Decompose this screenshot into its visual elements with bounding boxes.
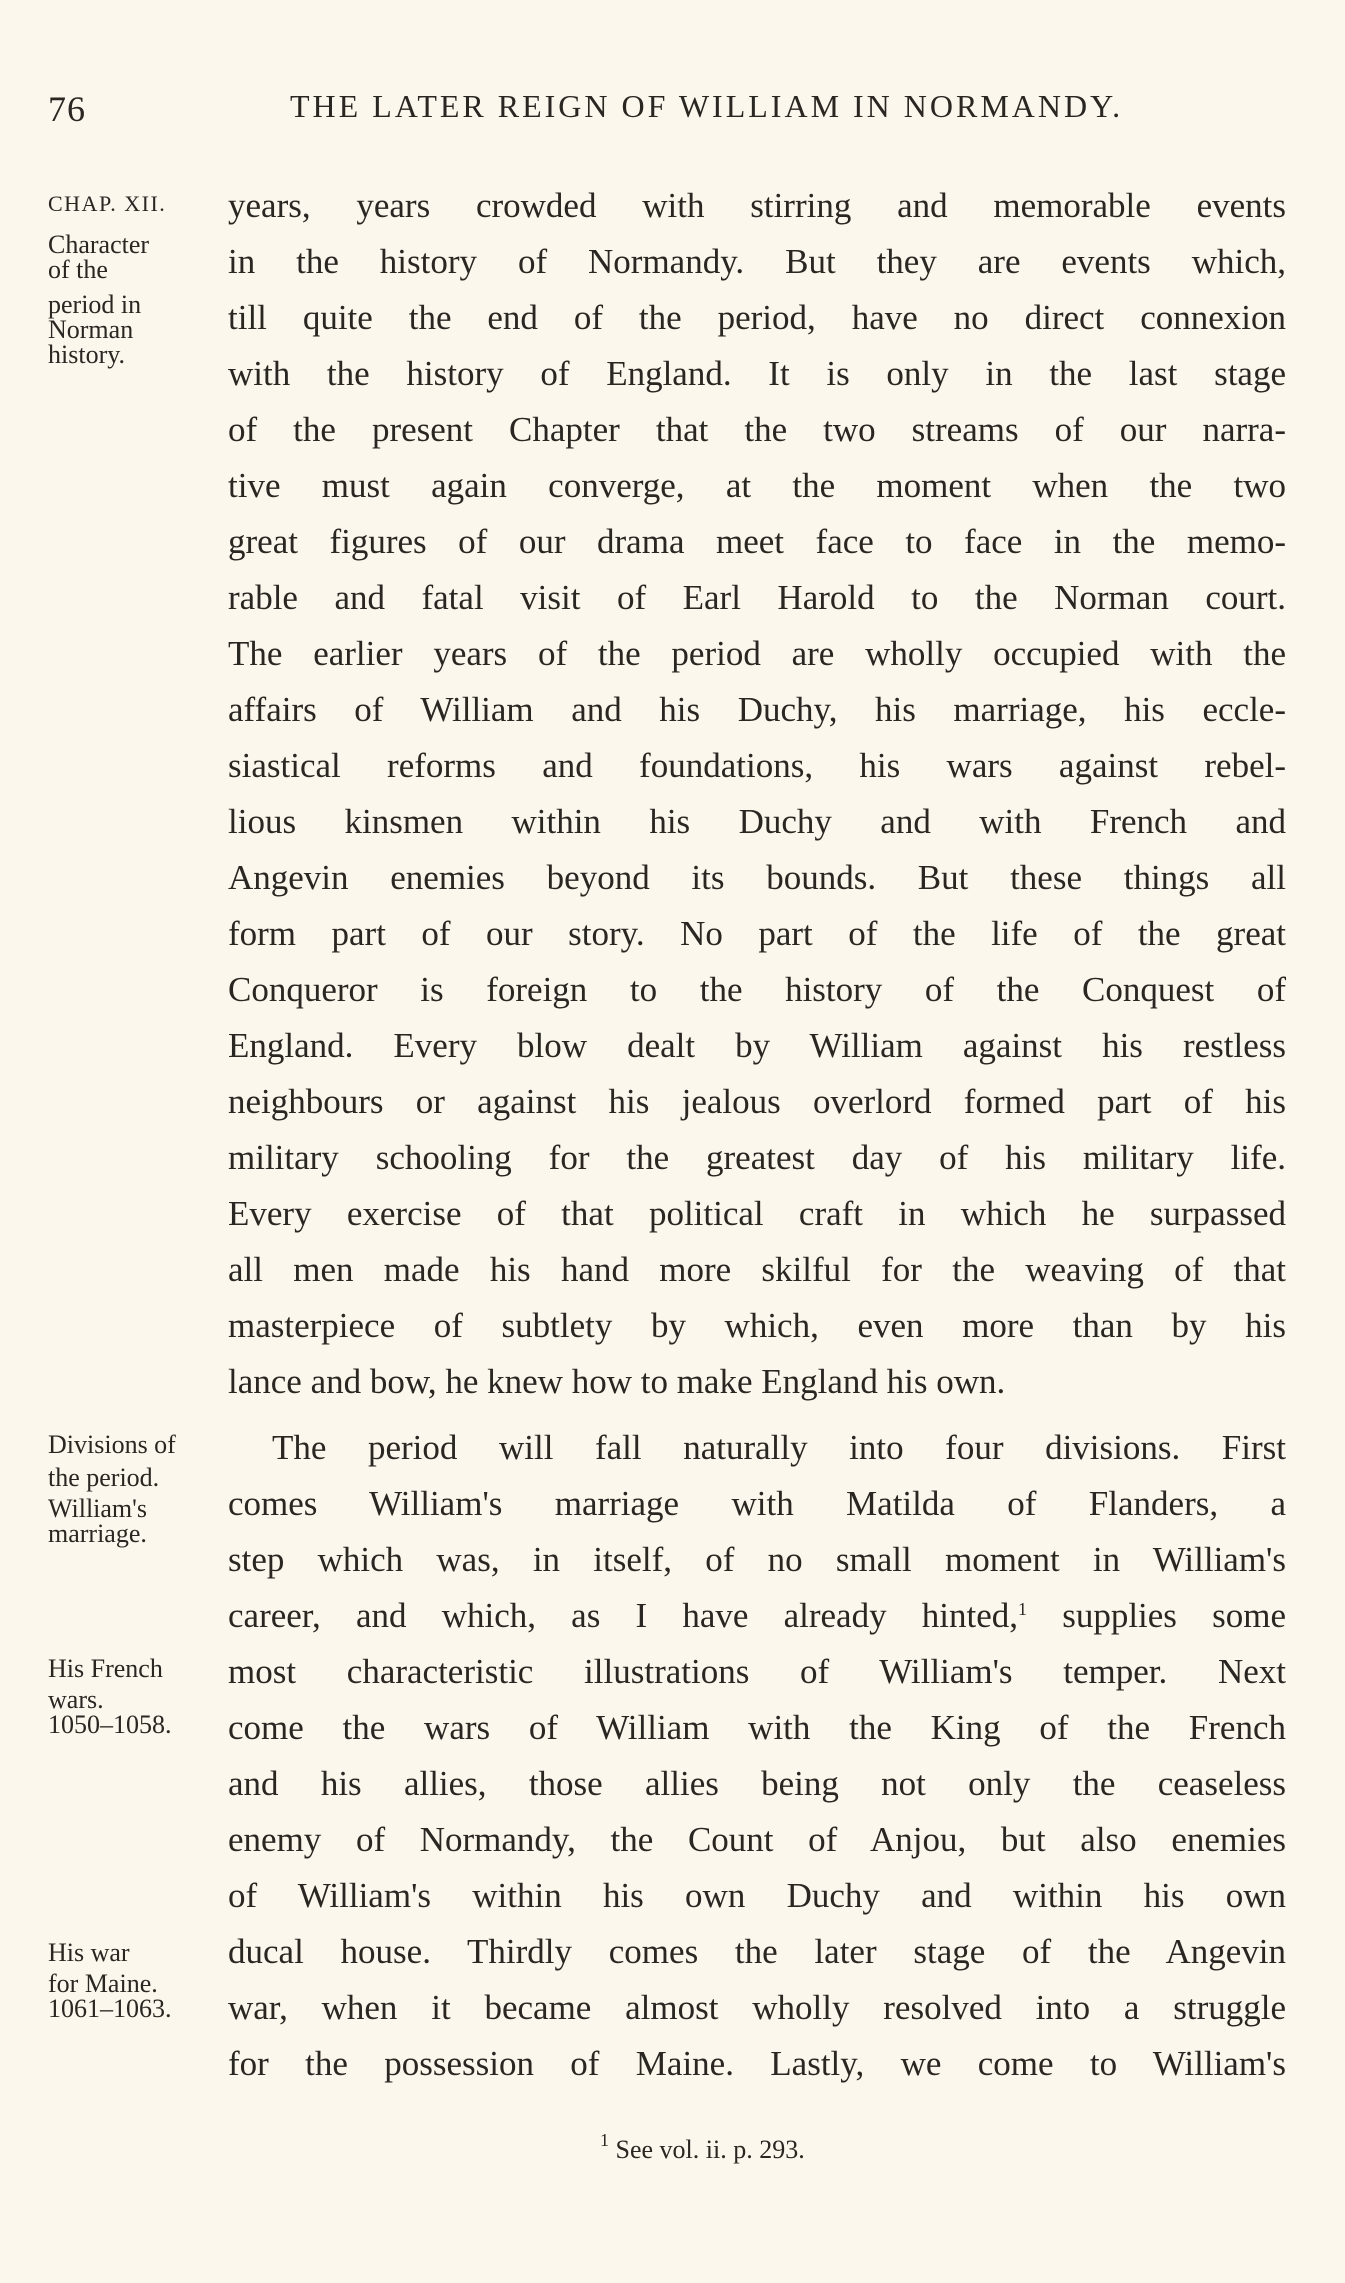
body-line: career, and which, as I have already hinted,$^1$ supplies some (228, 1596, 1286, 1635)
margin-note-character: Character of the period in Norman history. (48, 230, 150, 369)
page-number: 76 (48, 89, 86, 129)
body-line: enemy of Normandy, the Count of Anjou, but also enemies (228, 1820, 1286, 1859)
body-line: affairs of William and his Duchy, his marriage, his eccle- (228, 690, 1286, 729)
body-line: all men made his hand more skilful for the weaving of that (228, 1250, 1286, 1289)
body-line: masterpiece of subtlety by which, even more than by his (228, 1306, 1286, 1345)
body-line: rable and fatal visit of Earl Harold to the Norman court. (228, 578, 1286, 617)
footnote-reference: 1 (1018, 1599, 1028, 1619)
body-line: most characteristic illustrations of William's temper. Next (228, 1652, 1286, 1691)
body-line: lance and bow, he knew how to make England his own. (228, 1362, 1006, 1401)
body-line: till quite the end of the period, have no direct connexion (228, 298, 1286, 337)
body-line: of William's within his own Duchy and within his own (228, 1876, 1286, 1915)
body-line: of the present Chapter that the two streams of our narra- (228, 410, 1286, 449)
body-line: step which was, in itself, of no small moment in William's (228, 1540, 1286, 1579)
body-line: siastical reforms and foundations, his wars against rebel- (228, 746, 1286, 785)
body-line: Angevin enemies beyond its bounds. But these things all (228, 858, 1286, 897)
body-line: with the history of England. It is only in the last stage (228, 354, 1286, 393)
body-line: great figures of our drama meet face to face in the memo- (228, 522, 1286, 561)
body-line: military schooling for the greatest day of his military life. (228, 1138, 1286, 1177)
body-line: and his allies, those allies being not only the ceaseless (228, 1764, 1286, 1803)
body-line: comes William's marriage with Matilda of Flanders, a (228, 1484, 1286, 1523)
margin-note-maine-war: His war for Maine. 1061–1063. (48, 1938, 172, 2023)
body-line: The earlier years of the period are wholly occupied with the (228, 634, 1286, 673)
paragraph-start-line: The period will fall naturally into four divisions. First (272, 1428, 1286, 1467)
body-line: war, when it became almost wholly resolved into a struggle (228, 1988, 1286, 2027)
body-line: tive must again converge, at the moment when the two (228, 466, 1286, 505)
margin-note-french-wars: His French wars. 1050–1058. (48, 1654, 172, 1739)
body-line: in the history of Normandy. But they are events which, (228, 242, 1286, 281)
body-line: Conqueror is foreign to the history of the Conquest of (228, 970, 1286, 1009)
margin-note-divisions: Divisions of the period. William's marriage. (48, 1430, 176, 1548)
running-head: THE LATER REIGN OF WILLIAM IN NORMANDY. (290, 88, 1124, 124)
body-line: neighbours or against his jealous overlord formed part of his (228, 1082, 1286, 1121)
body-line: form part of our story. No part of the life of the great (228, 914, 1286, 953)
body-line: for the possession of Maine. Lastly, we come to William's (228, 2044, 1286, 2083)
footnote-marker: 1 (600, 2130, 609, 2150)
margin-chapter: CHAP. XII. (48, 191, 167, 216)
body-line: Every exercise of that political craft in which he surpassed (228, 1194, 1286, 1233)
body-line: England. Every blow dealt by William against his restless (228, 1026, 1286, 1065)
body-line: come the wars of William with the King of the French (228, 1708, 1286, 1747)
body-line: lious kinsmen within his Duchy and with French and (228, 802, 1286, 841)
body-line: ducal house. Thirdly comes the later stage of the Angevin (228, 1932, 1286, 1971)
footnote: $^1$ See vol. ii. p. 293. (600, 2130, 805, 2164)
body-line: years, years crowded with stirring and memorable events (228, 186, 1286, 225)
